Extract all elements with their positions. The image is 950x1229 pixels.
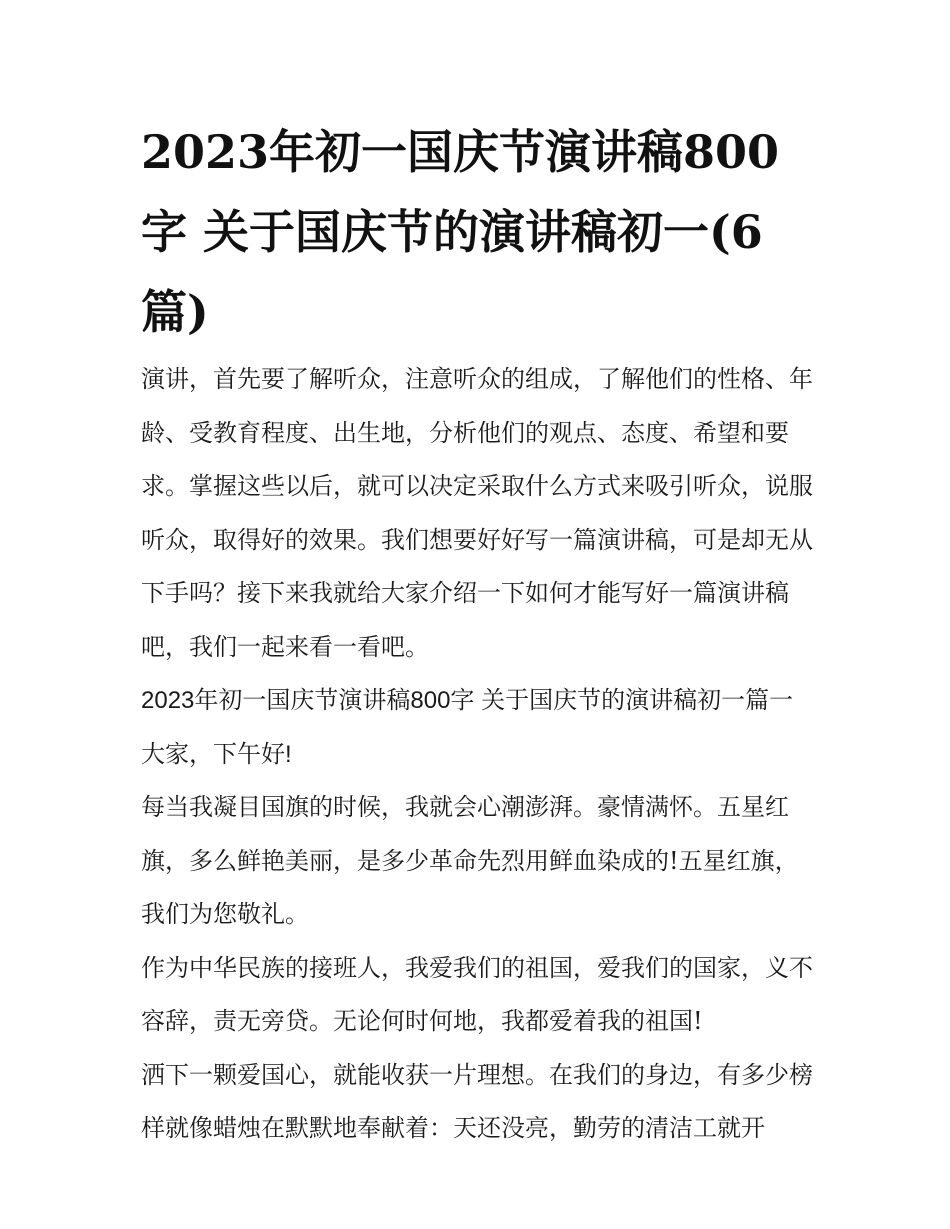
paragraph-patriotism: 洒下一颗爱国心，就能收获一片理想。在我们的身边，有多少榜样就像蜡烛在默默地奉献着：天还没亮，勤劳的清洁工就开 <box>141 1060 813 1142</box>
paragraph-intro: 演讲，首先要了解听众，注意听众的组成，了解他们的性格、年龄、受教育程度、出生地，分析他们的观点、态度、希望和要求。掌握这些以后，就可以决定采取什么方式来吸引听众，说服听众，取得好的效果。我们想要好好写一篇演讲稿，可是却无从下手吗？接下来我就给大家介绍一下如何才能写好一篇演讲稿吧，我们一起来看一看吧。 <box>141 365 813 661</box>
paragraph-flag: 每当我凝目国旗的时候，我就会心潮澎湃。豪情满怀。五星红旗，多么鲜艳美丽，是多少革命先烈用鲜血染成的!五星红旗，我们为您敬礼。 <box>141 793 799 928</box>
document-title: 2023年初一国庆节演讲稿800字 关于国庆节的演讲稿初一(6篇) <box>141 125 780 339</box>
paragraph-successor: 作为中华民族的接班人，我爱我们的祖国，爱我们的国家，义不容辞，责无旁贷。无论何时何地，我都爱着我的祖国! <box>141 953 813 1035</box>
paragraph-section-heading: 2023年初一国庆节演讲稿800字 关于国庆节的演讲稿初一篇一 大家，下午好! <box>141 687 794 768</box>
document-body <box>141 353 813 1156</box>
